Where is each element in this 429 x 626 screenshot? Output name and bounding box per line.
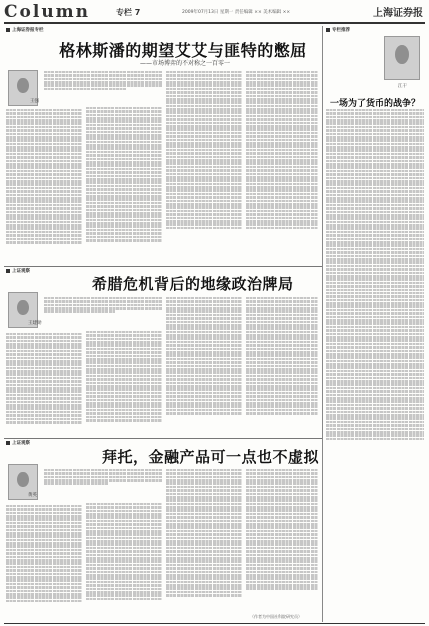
article3-author: 黄英	[28, 493, 37, 498]
article2-author: 王建勋	[28, 321, 42, 326]
article2-column-3	[166, 296, 242, 436]
article2-column-1	[6, 332, 82, 436]
section-tag-bottom-left: 上证观察	[6, 440, 30, 446]
bottom-rule	[4, 623, 425, 624]
article3-column-2	[86, 468, 162, 620]
article1-column-3	[166, 70, 242, 264]
article1-title: 格林斯潘的期望艾艾与匪特的憋屈	[59, 41, 307, 60]
section-divider-1	[4, 266, 322, 267]
article2-column-4	[246, 296, 318, 436]
article1-column-2	[86, 70, 162, 264]
article3-column-3	[166, 468, 242, 620]
section-tag-mid-left: 上证观察	[6, 268, 30, 274]
masthead	[4, 2, 425, 22]
section-tag-top-right: 专栏推荐	[326, 27, 350, 33]
sidebar-title: 一场为了货币的战争？	[329, 99, 420, 109]
column-number: 专栏 7	[116, 8, 141, 17]
article1-author: 王强	[30, 99, 39, 104]
article3-column-1	[6, 504, 82, 620]
article1-subtitle: ——市场博弈的不对称之一百零一	[139, 60, 230, 67]
newspaper-logo: 上海证券报	[373, 8, 423, 19]
sidebar-body	[326, 108, 424, 620]
article3-title: 拜托，金融产品可一点也不虚拟	[102, 448, 320, 466]
masthead-rule	[4, 22, 425, 24]
article3-column-4	[246, 468, 318, 612]
sidebar-author: 江干	[398, 84, 407, 89]
issue-info: 2009年07月13日 星期一 责任编辑 ×× 美术编辑 ××	[182, 10, 291, 15]
section-tag-top-left: 上海证券报专栏	[6, 27, 44, 33]
article1-column-4	[246, 70, 318, 264]
article3-footnote: （作者为中国社科院研究员）	[250, 614, 302, 619]
masthead-column-word: Column	[4, 2, 91, 22]
author-photo-sidebar	[384, 36, 420, 80]
article2-column-2	[86, 296, 162, 436]
article1-column-1	[6, 108, 82, 264]
sidebar-divider	[322, 26, 323, 622]
article2-title: 希腊危机背后的地缘政治牌局	[92, 275, 294, 293]
section-divider-2	[4, 438, 322, 439]
